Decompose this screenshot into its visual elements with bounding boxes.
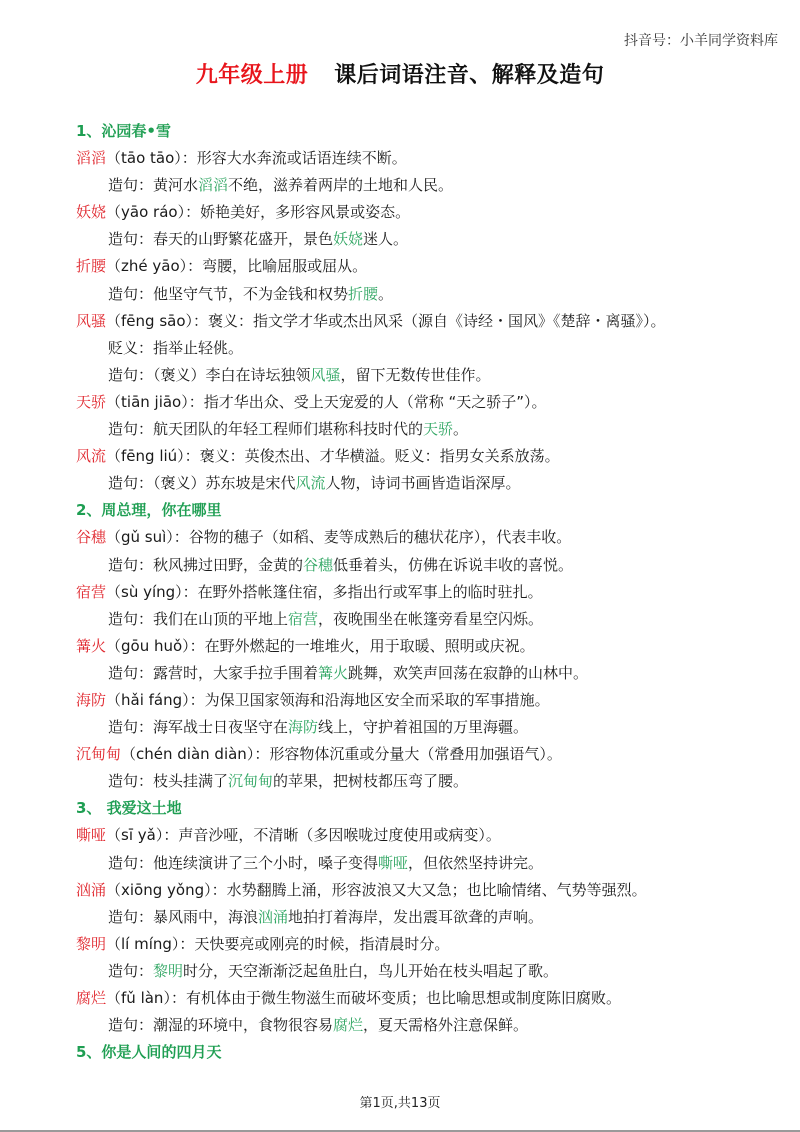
vocab-definition: （tāo tāo）：形容大水奔流或话语连续不断。: [106, 149, 407, 168]
vocab-definition: （fǔ làn）：有机体由于微生物滋生而破坏变质；也比喻思想或制度陈旧腐败。: [106, 989, 621, 1007]
vocab-entry: [76, 633, 780, 660]
watermark: 抖音号：小羊同学资料库: [624, 33, 778, 49]
example-highlight-word: 腐烂: [333, 1016, 364, 1035]
example-sentence: [76, 714, 780, 741]
vocab-word: 腐烂: [76, 989, 107, 1007]
example-suffix: 地拍打着海岸，发出震耳欲聋的声响。: [288, 907, 544, 926]
example-suffix: 不绝，滋养着两岸的土地和人民。: [228, 176, 454, 195]
example-sentence: [76, 768, 780, 795]
vocab-word: 谷穗: [76, 528, 107, 547]
example-sentence: [76, 362, 780, 389]
vocab-word: 黎明: [76, 934, 107, 953]
vocab-entry: [76, 877, 780, 904]
example-highlight-word: 风骚: [310, 365, 341, 384]
example-sentence: [76, 958, 780, 985]
example-prefix: 贬义：指举止轻佻。: [108, 338, 244, 357]
example-sentence: [76, 850, 780, 877]
example-suffix: 。: [378, 284, 394, 303]
vocab-definition: （sī yǎ）：声音沙哑，不清晰（多因喉咙过度使用或病变）。: [106, 826, 501, 845]
example-highlight-word: 篝火: [318, 663, 349, 682]
example-prefix: 造句：他坚守气节，不为金钱和权势: [108, 284, 349, 303]
example-sentence: [76, 335, 780, 362]
example-prefix: 造句：: [108, 961, 154, 980]
example-sentence: [76, 226, 780, 253]
section-heading: 5、你是人间的四月天: [76, 1043, 222, 1062]
example-highlight-word: 滔滔: [198, 176, 229, 195]
vocab-entry: [76, 253, 780, 280]
vocab-definition: （chén diàn diàn）：形容物体沉重或分量大（常叠用加强语气）。: [121, 745, 562, 764]
example-suffix: 低垂着头，仿佛在诉说丰收的喜悦。: [333, 555, 574, 574]
example-sentence: [76, 606, 780, 633]
example-suffix: 。: [453, 420, 469, 439]
page-title: [0, 58, 800, 89]
example-prefix: 造句：露营时，大家手拉手围着: [108, 663, 319, 682]
vocab-word: 风骚: [76, 311, 107, 330]
vocab-word: 嘶哑: [76, 826, 107, 845]
vocab-definition: （gōu huǒ）：在野外燃起的一堆堆火，用于取暖、照明或庆祝。: [106, 636, 535, 655]
example-highlight-word: 海防: [288, 718, 319, 737]
example-highlight-word: 折腰: [348, 284, 379, 303]
vocab-entry: [76, 931, 780, 958]
vocab-word: 妖娆: [76, 203, 107, 222]
example-prefix: 造句：（褒义）苏东坡是宋代: [108, 474, 296, 493]
example-suffix: 的苹果，把树枝都压弯了腰。: [273, 772, 469, 791]
example-suffix: ，留下无数传世佳作。: [340, 365, 491, 384]
example-prefix: 造句：春天的山野繁花盛开，景色: [108, 230, 334, 249]
vocab-definition: （xiōng yǒng）：水势翻腾上涌，形容波浪又大又急；也比喻情绪、气势等强烈。: [106, 880, 647, 899]
example-prefix: 造句：潮湿的环境中，食物很容易: [108, 1016, 334, 1035]
example-suffix: ，夏天需格外注意保鲜。: [363, 1016, 529, 1035]
example-sentence: [76, 1012, 780, 1039]
example-prefix: 造句：（褒义）李白在诗坛独领: [108, 365, 311, 384]
example-highlight-word: 黎明: [153, 961, 184, 980]
example-prefix: 造句：我们在山顶的平地上: [108, 609, 289, 628]
section-heading: 3、 我爱这土地: [76, 799, 182, 818]
title-grade: 九年级上册: [195, 63, 309, 88]
vocabulary-content: [76, 118, 780, 1066]
vocab-word: 篝火: [76, 636, 107, 655]
example-prefix: 造句：暴风雨中，海浪: [108, 907, 259, 926]
vocab-entry: [76, 579, 780, 606]
example-prefix: 造句：他连续演讲了三个小时，嗓子变得: [108, 853, 379, 872]
example-sentence: [76, 281, 780, 308]
example-highlight-word: 汹涌: [258, 907, 289, 926]
example-sentence: [76, 416, 780, 443]
example-highlight-word: 风流: [295, 474, 326, 493]
example-highlight-word: 天骄: [423, 420, 454, 439]
example-sentence: [76, 470, 780, 497]
example-sentence: [76, 904, 780, 931]
example-highlight-word: 嘶哑: [378, 853, 409, 872]
example-highlight-word: 宿营: [288, 609, 319, 628]
vocab-word: 天骄: [76, 392, 107, 411]
vocab-entry: [76, 199, 780, 226]
title-subject: 课后词语注音、解释及造句: [334, 63, 605, 88]
vocab-entry: [76, 822, 780, 849]
example-prefix: 造句：黄河水: [108, 176, 199, 195]
vocab-entry: [76, 443, 780, 470]
example-prefix: 造句：枝头挂满了: [108, 772, 229, 791]
example-sentence: [76, 660, 780, 687]
vocab-definition: （gǔ suì）：谷物的穗子（如稻、麦等成熟后的穗状花序），代表丰收。: [106, 528, 572, 547]
example-highlight-word: 妖娆: [333, 230, 364, 249]
vocab-word: 折腰: [76, 257, 107, 276]
example-prefix: 造句：秋风拂过田野，金黄的: [108, 555, 304, 574]
vocab-definition: （hǎi fáng）：为保卫国家领海和沿海地区安全而采取的军事措施。: [106, 690, 550, 709]
vocab-word: 海防: [76, 690, 107, 709]
vocab-definition: （fēng sāo）：褒义：指文学才华或杰出风采（源自《诗经・国风》《楚辞・离骚》）。: [106, 311, 666, 330]
section-heading: 1、沁园春•雪: [76, 122, 172, 140]
example-suffix: 跳舞，欢笑声回荡在寂静的山林中。: [348, 663, 589, 682]
vocab-definition: （lí míng）：天快要亮或刚亮的时候，指清晨时分。: [106, 934, 450, 953]
example-prefix: 造句：海军战士日夜坚守在: [108, 718, 289, 737]
vocab-definition: （tiān jiāo）：指才华出众、受上天宠爱的人（常称 “天之骄子”）。: [106, 392, 547, 411]
vocab-entry: [76, 985, 780, 1012]
example-highlight-word: 沉甸甸: [228, 772, 274, 791]
vocab-entry: [76, 524, 780, 551]
example-suffix: 时分，天空渐渐泛起鱼肚白，鸟儿开始在枝头唱起了歌。: [183, 961, 559, 980]
vocab-definition: （zhé yāo）：弯腰，比喻屈服或屈从。: [106, 257, 368, 276]
example-suffix: 线上，守护着祖国的万里海疆。: [318, 718, 529, 737]
vocab-definition: （fēng liú）：褒义：英俊杰出、才华横溢。贬义：指男女关系放荡。: [106, 447, 560, 466]
example-highlight-word: 谷穗: [303, 555, 334, 574]
section-heading: 2、周总理，你在哪里: [76, 501, 222, 520]
example-prefix: 造句：航天团队的年轻工程师们堪称科技时代的: [108, 420, 424, 439]
vocab-definition: （yāo ráo）：娇艳美好，多形容风景或姿态。: [106, 203, 411, 222]
vocab-entry: [76, 687, 780, 714]
vocab-definition: （sù yíng）：在野外搭帐篷住宿，多指出行或军事上的临时驻扎。: [106, 582, 543, 601]
vocab-entry: [76, 145, 780, 172]
vocab-entry: [76, 741, 780, 768]
example-suffix: ，但依然坚持讲完。: [408, 853, 544, 872]
example-sentence: [76, 552, 780, 579]
example-sentence: [76, 172, 780, 199]
vocab-word: 风流: [76, 447, 107, 466]
vocab-word: 滔滔: [76, 149, 107, 168]
vocab-word: 沉甸甸: [76, 745, 122, 764]
page-indicator: 第1页,共13页: [359, 1096, 441, 1111]
example-suffix: 人物，诗词书画皆造诣深厚。: [325, 474, 521, 493]
vocab-entry: [76, 389, 780, 416]
example-suffix: ，夜晚围坐在帐篷旁看星空闪烁。: [318, 609, 544, 628]
example-suffix: 迷人。: [363, 230, 409, 249]
vocab-word: 汹涌: [76, 880, 107, 899]
vocab-word: 宿营: [76, 582, 107, 601]
vocab-entry: [76, 308, 780, 335]
